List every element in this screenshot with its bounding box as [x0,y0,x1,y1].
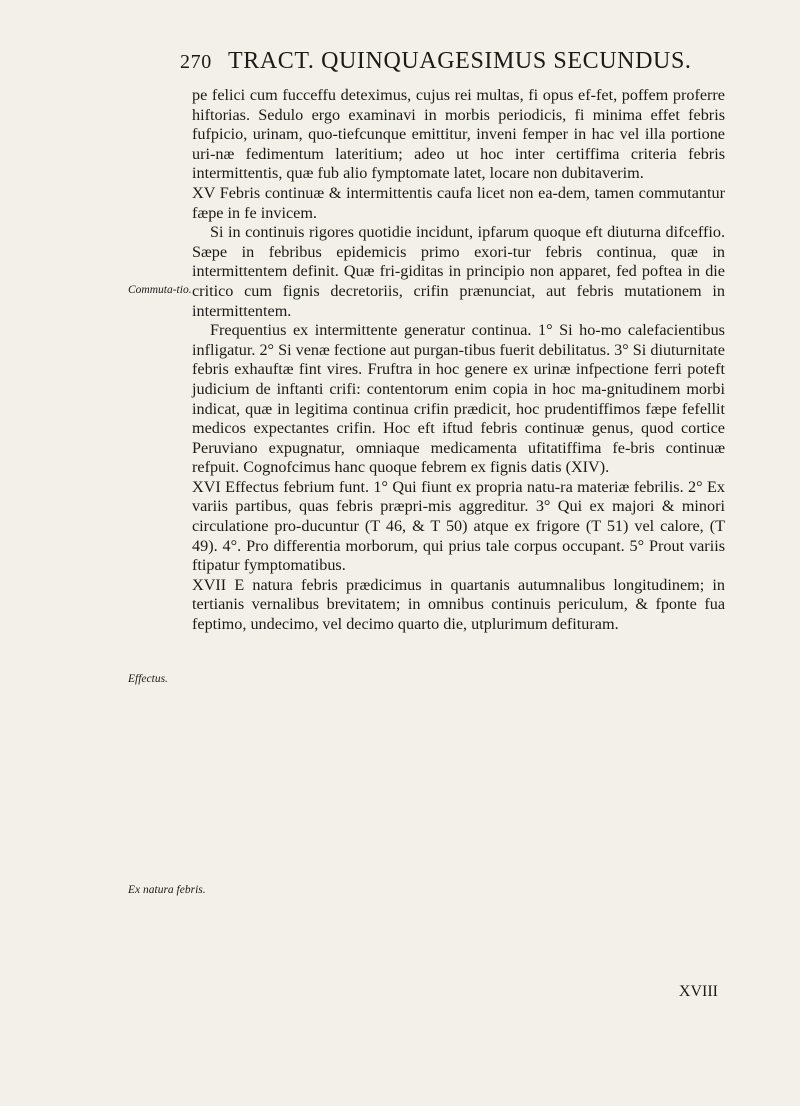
paragraph-continuis: Si in continuis rigores quotidie incidunt, ipfarum quoque eft diuturna difceffio. Sæpe in febribus epidemicis primo exori-tur febris continua, quæ in intermittentem definit. Quæ fri-giditas in principio non apparet, fed poftea in die critico cum fignis decretoriis, crifin prænunciat, aut febris mutationem in intermittentem. [192,223,725,320]
catchword: XVIII [678,983,718,1000]
margin-note-effectus: Effectus. [128,673,168,685]
margin-note-natura: Ex natura febris. [128,884,206,896]
paragraph-frequentius: Frequentius ex intermittente generatur continua. 1° Si ho-mo calefacientibus infligatur. 2° Si venæ fectione aut purgan-tibus fuerit debilitatus. 3° Si diuturnitate febris exhauftæ fint vires. Fruftra in hoc genere ex urinæ infpectione ferri poteft judicium de inftanti crifi: contentorum enim copia in hoc ma-gnitudinem morbi indicat, quæ in legitima continua crifin prædicit, hoc prudentiffimos fæpe fefellit medicos expectantes crifin. Hoc eft iftud febris continuæ genus, quod cortice Peruviano expugnatur, omniaque medicamenta ufitatiffima fe-bris continuæ refpuit. Cognofcimus hanc quoque febrem ex fignis datis (XIV). [192,321,725,477]
paragraph-xv: XV Febris continuæ & intermittentis caufa licet non ea-dem, tamen commutantur fæpe in fe invicem. [192,183,725,222]
running-head [180,48,692,75]
paragraph-xvii: XVII E natura febris prædicimus in quartanis autumnalibus longitudinem; in tertianis vernalibus brevitatem; in omnibus continuis periculum, & fponte fua feptimo, undecimo, vel decimo quarto die, utplurimum defituram. [192,575,725,634]
body-text [192,86,725,635]
paragraph-xvi: XVI Effectus febrium funt. 1° Qui fiunt ex propria natu-ra materiæ febrilis. 2° Ex variis partibus, quas febris præpri-mis aggreditur. 3° Qui ex majori & minori circulatione pro-ducuntur (T 46, & T 50) atque ex frigore (T 51) vel calore, (T 49). 4°. Pro differentia morborum, qui prius tale corpus occupant. 5° Prout variis ftipatur fymptomatibus. [192,477,725,575]
paragraph-continuation: pe felici cum fucceffu deteximus, cujus rei multas, fi opus ef-fet, poffem proferre hiftorias. Sedulo ergo examinavi in morbis periodicis, fi minima effet febris fufpicio, urinam, quo-tiefcunque emittitur, inveni femper in hac vel illa portione uri-næ fedimentum lateritium; adeo ut hoc inter certiffima criteria febris intermittentis, quæ fub alio fymptomate latet, locare non dubitaverim. [192,86,725,183]
page-number: 270 [180,51,212,73]
margin-note-commutatio: Commuta-tio. [128,284,192,296]
running-title: TRACT. QUINQUAGESIMUS SECUNDUS. [227,48,692,74]
